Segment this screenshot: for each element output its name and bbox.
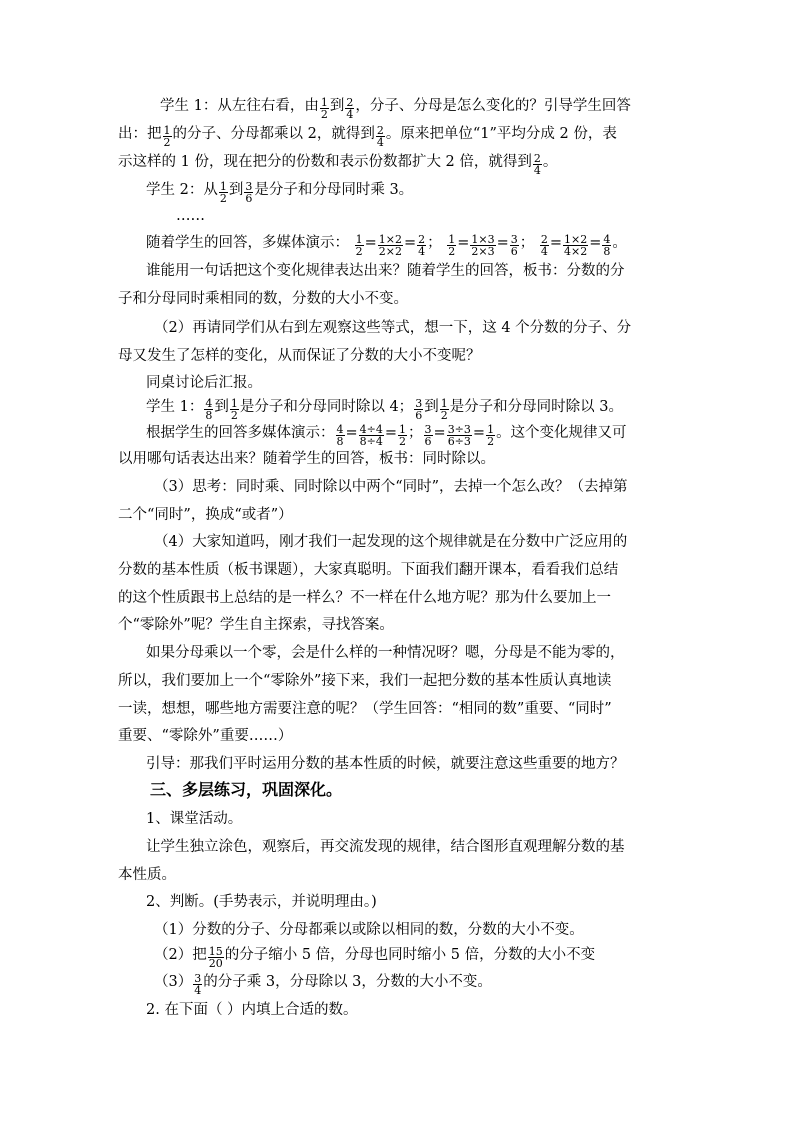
paragraph-line: 2. 在下面（ ）内填上合适的数。 [146, 1002, 358, 1018]
text: 的分子缩小 5 倍，分母也同时缩小 5 倍，分数的大小不变 [224, 947, 596, 963]
paragraph-line: 所以，我们要加上一个“零除外”接下来，我们一起把分数的基本性质认真地读 [118, 673, 612, 689]
equals-sign: = [589, 235, 602, 251]
fraction: $\frac{2}{4}$ [346, 96, 354, 121]
paragraph-line [118, 152, 558, 177]
text: 。原来把单位“1”平均分成 2 份，表 [385, 126, 617, 142]
text: 到 [329, 98, 345, 114]
text: 学生 1： [146, 399, 204, 415]
separator: ； [427, 235, 442, 251]
paragraph-line: 同桌讨论后汇报。 [146, 375, 262, 391]
paragraph-line [118, 124, 617, 149]
text: 是分子和分母同时除以 3。 [449, 399, 624, 415]
fraction: $\frac{1}{2}$ [355, 233, 363, 258]
fraction: $\frac{4}{8}$ [205, 397, 213, 422]
fraction: $\frac{1}{2}$ [219, 180, 227, 205]
fraction: $\frac{1\times 2}{4\times 2}$ [564, 233, 588, 258]
paragraph-line: 一读，想想，哪些地方需要注意的呢？（学生回答：“相同的数”重要、“同时” [118, 701, 612, 717]
text: 的分子乘 3，分母除以 3，分数的大小不变。 [203, 974, 492, 990]
fraction: $\frac{2}{4}$ [533, 152, 541, 177]
fraction: $\frac{4}{8}$ [603, 233, 611, 258]
text: 。 [612, 235, 627, 251]
fraction: $\frac{1}{2}$ [163, 124, 171, 149]
paragraph-line: （1）分数的分子、分母都乘以或除以相同的数，分数的大小不变。 [154, 922, 584, 938]
text: 是分子和分母同时乘 3。 [254, 182, 414, 198]
paragraph-line: 2、判断。(手势表示，并说明理由。) [146, 894, 377, 910]
paragraph-line: 谁能用一句话把这个变化规律表达出来？随着学生的回答，板书：分数的分 [146, 263, 625, 279]
equals-sign: = [384, 425, 398, 441]
ellipsis-line: …… [176, 208, 205, 224]
text: 出：把 [118, 126, 162, 142]
fraction: $\frac{3}{6}$ [415, 397, 423, 422]
paragraph-line [160, 96, 631, 121]
equals-sign: = [403, 235, 417, 251]
fraction: $\frac{1\times 2}{2\times 2}$ [378, 233, 402, 258]
fraction: $\frac{3}{6}$ [424, 423, 432, 448]
fraction: $\frac{1}{2}$ [399, 423, 407, 448]
paragraph-line [154, 945, 596, 970]
paragraph-line: （4）大家知道吗，刚才我们一起发现的这个规律就是在分数中广泛应用的 [154, 534, 628, 550]
paragraph-line [146, 423, 627, 448]
separator: ； [519, 235, 535, 251]
paragraph-line: 二个“同时”，换成“或者”） [118, 507, 293, 523]
equals-sign: = [345, 425, 358, 441]
text: 到 [424, 399, 439, 415]
equals-sign: = [364, 235, 377, 251]
fraction: $\frac{15}{20}$ [208, 945, 223, 970]
paragraph-line: 分数的基本性质（板书课题），大家真聪明。下面我们翻开课本，看看我们总结 [118, 562, 619, 578]
section-heading: 三、多层练习，巩固深化。 [150, 780, 343, 799]
text: （2）把 [154, 947, 207, 963]
paragraph-line: 母又发生了怎样的变化，从而保证了分数的大小不变呢？ [118, 348, 481, 364]
paragraph-line: 引导：那我们平时运用分数的基本性质的时候，就要注意这些重要的地方？ [146, 756, 625, 772]
fraction: $\frac{1\times 3}{2\times 3}$ [471, 233, 495, 258]
text: 。 [542, 154, 558, 170]
equals-sign: = [496, 235, 509, 251]
fraction: $\frac{3}{6}$ [510, 233, 518, 258]
text: 。这个变化规律又可 [496, 425, 627, 441]
fraction: $\frac{2}{4}$ [540, 233, 548, 258]
fraction: $\frac{1}{2}$ [320, 96, 328, 121]
fraction: $\frac{1}{2}$ [230, 397, 238, 422]
paragraph-line: 重要、“零除外”重要……） [118, 728, 293, 744]
fraction: $\frac{4\div 4}{8\div 4}$ [359, 423, 383, 448]
text: 到 [214, 399, 229, 415]
fraction: $\frac{3}{4}$ [194, 972, 202, 997]
paragraph-line: 本性质。 [118, 867, 176, 883]
paragraph-line [146, 397, 624, 422]
fraction: $\frac{3}{6}$ [245, 180, 253, 205]
fraction: $\frac{1}{2}$ [440, 397, 448, 422]
fraction: $\frac{1}{2}$ [487, 423, 495, 448]
paragraph-line: 如果分母乘以一个零，会是什么样的一种情况呀？嗯，分母是不能为零的， [146, 645, 625, 661]
text: 学生 2：从 [146, 182, 218, 198]
separator: ； [408, 425, 423, 441]
text: 学生 1：从左往右看，由 [160, 98, 319, 114]
paragraph-line [146, 180, 414, 205]
paragraph-line: 以用哪句话表达出来？随着学生的回答，板书：同时除以。 [118, 451, 495, 467]
text: 的分子、分母都乘以 2，就得到 [172, 126, 375, 142]
text: ，分子、分母是怎么变化的？引导学生回答 [355, 98, 631, 114]
equals-sign: = [472, 425, 486, 441]
paragraph-line: （2）再请同学们从右到左观察这些等式，想一下，这 4 个分数的分子、分 [154, 320, 632, 336]
fraction: $\frac{4}{8}$ [336, 423, 344, 448]
paragraph-line: （3）思考：同时乘、同时除以中两个“同时”，去掉一个怎么改？（去掉第 [154, 479, 628, 495]
text: 根据学生的回答多媒体演示： [146, 425, 335, 441]
paragraph-line [154, 972, 492, 997]
paragraph-line: 个“零除外”呢？学生自主探索，寻找答案。 [118, 617, 394, 633]
fraction: $\frac{2}{4}$ [376, 124, 384, 149]
fraction: $\frac{2}{4}$ [418, 233, 426, 258]
paragraph-line [146, 233, 627, 258]
fraction: $\frac{3\div 3}{6\div 3}$ [447, 423, 471, 448]
fraction: $\frac{1}{2}$ [448, 233, 456, 258]
paragraph-line: 1、课堂活动。 [146, 811, 243, 827]
paragraph-line: 让学生独立涂色，观察后，再交流发现的规律，结合图形直观理解分数的基 [146, 839, 625, 855]
text: 到 [228, 182, 244, 198]
text: 示这样的 1 份，现在把分的份数和表示份数都扩大 2 倍，就得到 [118, 154, 532, 170]
equals-sign: = [433, 425, 446, 441]
text: 是分子和分母同时除以 4； [239, 399, 414, 415]
equals-sign: = [549, 235, 563, 251]
text: 随着学生的回答，多媒体演示： [146, 235, 349, 251]
text: （3） [154, 974, 193, 990]
equals-sign: = [457, 235, 470, 251]
paragraph-line: 的这个性质跟书上总结的是一样么？不一样在什么地方呢？那为什么要加上一 [118, 590, 611, 606]
paragraph-line: 子和分母同时乘相同的数，分数的大小不变。 [118, 291, 408, 307]
